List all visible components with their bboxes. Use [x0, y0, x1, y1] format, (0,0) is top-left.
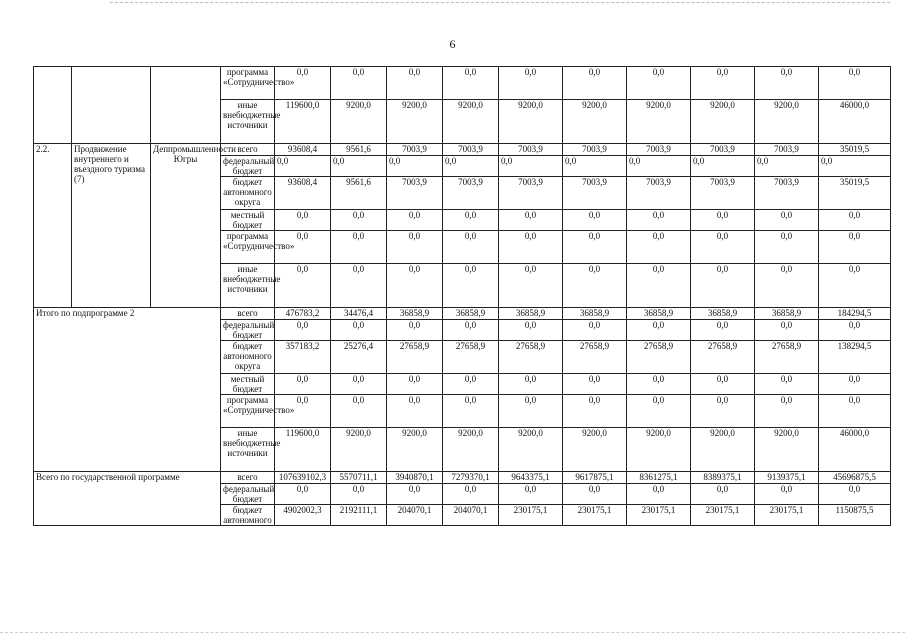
- value-cell: 0,0: [755, 320, 819, 341]
- value-cell: 27658,9: [563, 341, 627, 374]
- value-cell: 0,0: [819, 67, 891, 100]
- value-cell: 7003,9: [563, 177, 627, 210]
- value-cell: 230175,1: [563, 505, 627, 526]
- value-cell: 0,0: [755, 210, 819, 231]
- value-cell: 9200,0: [387, 100, 443, 144]
- funding-table: [33, 66, 891, 526]
- table-row: [34, 67, 891, 100]
- value-cell: 7003,9: [691, 144, 755, 156]
- value-cell: 0,0: [331, 320, 387, 341]
- value-cell: 0,0: [443, 67, 499, 100]
- value-cell: 0,0: [627, 374, 691, 395]
- executor-cell: [151, 67, 221, 144]
- value-cell: 9200,0: [755, 428, 819, 472]
- value-cell: 476783,2: [275, 308, 331, 320]
- value-cell: 230175,1: [499, 505, 563, 526]
- funding-source-cell: программа «Сотрудничество»: [221, 231, 275, 264]
- funding-source-cell: иные внебюджетные источники: [221, 428, 275, 472]
- value-cell: 9200,0: [627, 428, 691, 472]
- funding-source-cell: бюджет автономного округа: [221, 177, 275, 210]
- funding-source-cell: федеральный бюджет: [221, 484, 275, 505]
- value-cell: 46000,0: [819, 428, 891, 472]
- value-cell: 0,0: [819, 264, 891, 308]
- value-cell: 7003,9: [627, 177, 691, 210]
- funding-source-cell: федеральный бюджет: [221, 320, 275, 341]
- value-cell: 0,0: [499, 210, 563, 231]
- value-cell: 7003,9: [499, 177, 563, 210]
- number-cell: [34, 67, 72, 144]
- value-cell: 7003,9: [563, 144, 627, 156]
- executor-cell: Деппромышленности Югры: [151, 144, 221, 308]
- value-cell: 0,0: [387, 264, 443, 308]
- value-cell: 27658,9: [627, 341, 691, 374]
- value-cell: 7003,9: [387, 144, 443, 156]
- value-cell: 0,0: [627, 67, 691, 100]
- value-cell: 0,0: [691, 67, 755, 100]
- value-cell: 0,0: [387, 67, 443, 100]
- value-cell: 9200,0: [499, 428, 563, 472]
- value-cell: 45696875,5: [819, 472, 891, 484]
- value-cell: 230175,1: [755, 505, 819, 526]
- value-cell: 0,0: [755, 264, 819, 308]
- value-cell: 0,0: [563, 67, 627, 100]
- value-cell: 0,0: [443, 210, 499, 231]
- number-cell: 2.2.: [34, 144, 72, 308]
- value-cell: 0,0: [627, 484, 691, 505]
- value-cell: 0,0: [755, 484, 819, 505]
- value-cell: 0,0: [691, 156, 755, 177]
- value-cell: 0,0: [819, 210, 891, 231]
- page-number: 6: [449, 37, 456, 51]
- funding-source-cell: всего: [221, 472, 275, 484]
- value-cell: 25276,4: [331, 341, 387, 374]
- value-cell: 9561,6: [331, 177, 387, 210]
- value-cell: 0,0: [563, 210, 627, 231]
- value-cell: 7003,9: [499, 144, 563, 156]
- value-cell: 357183,2: [275, 341, 331, 374]
- value-cell: 46000,0: [819, 100, 891, 144]
- value-cell: 119600,0: [275, 428, 331, 472]
- value-cell: 0,0: [563, 264, 627, 308]
- value-cell: 7003,9: [387, 177, 443, 210]
- value-cell: 36858,9: [443, 308, 499, 320]
- value-cell: 4902002,3: [275, 505, 331, 526]
- value-cell: 0,0: [499, 264, 563, 308]
- value-cell: 9200,0: [627, 100, 691, 144]
- value-cell: 0,0: [331, 374, 387, 395]
- value-cell: 0,0: [691, 374, 755, 395]
- funding-source-cell: местный бюджет: [221, 210, 275, 231]
- value-cell: 0,0: [387, 210, 443, 231]
- value-cell: 2192111,1: [331, 505, 387, 526]
- value-cell: 1150875,5: [819, 505, 891, 526]
- value-cell: 35019,5: [819, 144, 891, 156]
- value-cell: 93608,4: [275, 177, 331, 210]
- value-cell: 119600,0: [275, 100, 331, 144]
- value-cell: 0,0: [755, 395, 819, 428]
- value-cell: 9200,0: [691, 428, 755, 472]
- value-cell: 204070,1: [387, 505, 443, 526]
- value-cell: 9200,0: [499, 100, 563, 144]
- value-cell: 0,0: [819, 320, 891, 341]
- value-cell: 0,0: [275, 264, 331, 308]
- value-cell: 7003,9: [443, 144, 499, 156]
- table-row: [34, 472, 891, 484]
- funding-source-cell: бюджет автономного: [221, 505, 275, 526]
- value-cell: 5570711,1: [331, 472, 387, 484]
- value-cell: 0,0: [691, 264, 755, 308]
- value-cell: 0,0: [331, 484, 387, 505]
- value-cell: 9200,0: [563, 100, 627, 144]
- value-cell: 138294,5: [819, 341, 891, 374]
- value-cell: 0,0: [387, 231, 443, 264]
- value-cell: 7003,9: [755, 144, 819, 156]
- value-cell: 0,0: [331, 264, 387, 308]
- value-cell: 0,0: [499, 320, 563, 341]
- activity-name-cell: [72, 67, 151, 144]
- activity-name-cell: Продвижение внутреннего и въездного туризма (7): [72, 144, 151, 308]
- value-cell: 0,0: [819, 395, 891, 428]
- value-cell: 204070,1: [443, 505, 499, 526]
- value-cell: 27658,9: [387, 341, 443, 374]
- table-row: [34, 144, 891, 156]
- funding-source-cell: федеральный бюджет: [221, 156, 275, 177]
- value-cell: 0,0: [755, 67, 819, 100]
- value-cell: 7003,9: [755, 177, 819, 210]
- value-cell: 0,0: [755, 374, 819, 395]
- value-cell: 0,0: [563, 395, 627, 428]
- value-cell: 0,0: [331, 231, 387, 264]
- value-cell: 0,0: [755, 231, 819, 264]
- value-cell: 9200,0: [755, 100, 819, 144]
- value-cell: 27658,9: [691, 341, 755, 374]
- value-cell: 36858,9: [499, 308, 563, 320]
- value-cell: 0,0: [819, 231, 891, 264]
- value-cell: 184294,5: [819, 308, 891, 320]
- value-cell: 0,0: [563, 484, 627, 505]
- value-cell: 9561,6: [331, 144, 387, 156]
- value-cell: 0,0: [443, 156, 499, 177]
- value-cell: 0,0: [627, 231, 691, 264]
- funding-source-cell: местный бюджет: [221, 374, 275, 395]
- funding-source-cell: иные внебюджетные источники: [221, 264, 275, 308]
- total-title-cell: Всего по государственной программе: [34, 472, 221, 526]
- funding-source-cell: бюджет автономного округа: [221, 341, 275, 374]
- value-cell: 0,0: [563, 320, 627, 341]
- value-cell: 36858,9: [691, 308, 755, 320]
- value-cell: 9200,0: [443, 100, 499, 144]
- value-cell: 0,0: [563, 374, 627, 395]
- value-cell: 7003,9: [627, 144, 691, 156]
- value-cell: 7003,9: [443, 177, 499, 210]
- value-cell: 0,0: [563, 156, 627, 177]
- value-cell: 0,0: [499, 67, 563, 100]
- value-cell: 0,0: [819, 484, 891, 505]
- value-cell: 0,0: [275, 374, 331, 395]
- scan-bottom-edge: [0, 632, 905, 633]
- value-cell: 27658,9: [499, 341, 563, 374]
- value-cell: 0,0: [691, 231, 755, 264]
- value-cell: 9200,0: [331, 100, 387, 144]
- value-cell: 0,0: [443, 264, 499, 308]
- value-cell: 8389375,1: [691, 472, 755, 484]
- value-cell: 0,0: [443, 395, 499, 428]
- value-cell: 36858,9: [387, 308, 443, 320]
- value-cell: 7003,9: [691, 177, 755, 210]
- value-cell: 0,0: [387, 374, 443, 395]
- value-cell: 0,0: [691, 320, 755, 341]
- value-cell: 0,0: [387, 484, 443, 505]
- funding-source-cell: программа «Сотрудничество»: [221, 395, 275, 428]
- value-cell: 0,0: [387, 156, 443, 177]
- value-cell: 0,0: [499, 484, 563, 505]
- subtotal-title-cell: Итого по подпрограмме 2: [34, 308, 221, 472]
- value-cell: 0,0: [443, 374, 499, 395]
- funding-source-cell: всего: [221, 144, 275, 156]
- value-cell: 0,0: [499, 374, 563, 395]
- value-cell: 0,0: [443, 231, 499, 264]
- value-cell: 0,0: [275, 484, 331, 505]
- value-cell: 0,0: [627, 210, 691, 231]
- value-cell: 0,0: [331, 395, 387, 428]
- value-cell: 36858,9: [755, 308, 819, 320]
- value-cell: 107639102,3: [275, 472, 331, 484]
- value-cell: 0,0: [499, 395, 563, 428]
- value-cell: 8361275,1: [627, 472, 691, 484]
- value-cell: 230175,1: [627, 505, 691, 526]
- value-cell: 0,0: [443, 320, 499, 341]
- value-cell: 36858,9: [627, 308, 691, 320]
- value-cell: 9200,0: [563, 428, 627, 472]
- value-cell: 0,0: [819, 374, 891, 395]
- value-cell: 0,0: [275, 210, 331, 231]
- value-cell: 93608,4: [275, 144, 331, 156]
- value-cell: 0,0: [275, 67, 331, 100]
- scan-top-edge: [110, 2, 890, 3]
- value-cell: 0,0: [331, 67, 387, 100]
- value-cell: 0,0: [755, 156, 819, 177]
- value-cell: 0,0: [691, 210, 755, 231]
- value-cell: 230175,1: [691, 505, 755, 526]
- value-cell: 9643375,1: [499, 472, 563, 484]
- value-cell: 9200,0: [331, 428, 387, 472]
- value-cell: 0,0: [275, 320, 331, 341]
- value-cell: 27658,9: [443, 341, 499, 374]
- value-cell: 0,0: [275, 156, 331, 177]
- value-cell: 36858,9: [563, 308, 627, 320]
- value-cell: 7279370,1: [443, 472, 499, 484]
- value-cell: 0,0: [387, 320, 443, 341]
- value-cell: 35019,5: [819, 177, 891, 210]
- value-cell: 0,0: [563, 231, 627, 264]
- value-cell: 0,0: [499, 231, 563, 264]
- value-cell: 0,0: [627, 395, 691, 428]
- funding-source-cell: всего: [221, 308, 275, 320]
- table-row: [34, 308, 891, 320]
- value-cell: 9200,0: [443, 428, 499, 472]
- value-cell: 0,0: [331, 156, 387, 177]
- value-cell: 27658,9: [755, 341, 819, 374]
- value-cell: 0,0: [819, 156, 891, 177]
- value-cell: 0,0: [443, 484, 499, 505]
- value-cell: 9617875,1: [563, 472, 627, 484]
- value-cell: 3940870,1: [387, 472, 443, 484]
- value-cell: 0,0: [627, 156, 691, 177]
- value-cell: 0,0: [691, 484, 755, 505]
- value-cell: 9200,0: [387, 428, 443, 472]
- value-cell: 9139375,1: [755, 472, 819, 484]
- value-cell: 0,0: [275, 231, 331, 264]
- funding-source-cell: иные внебюджетные источники: [221, 100, 275, 144]
- funding-source-cell: программа «Сотрудничество»: [221, 67, 275, 100]
- value-cell: 0,0: [275, 395, 331, 428]
- value-cell: 0,0: [691, 395, 755, 428]
- value-cell: 0,0: [499, 156, 563, 177]
- value-cell: 34476,4: [331, 308, 387, 320]
- value-cell: 0,0: [627, 320, 691, 341]
- value-cell: 0,0: [331, 210, 387, 231]
- value-cell: 9200,0: [691, 100, 755, 144]
- value-cell: 0,0: [387, 395, 443, 428]
- value-cell: 0,0: [627, 264, 691, 308]
